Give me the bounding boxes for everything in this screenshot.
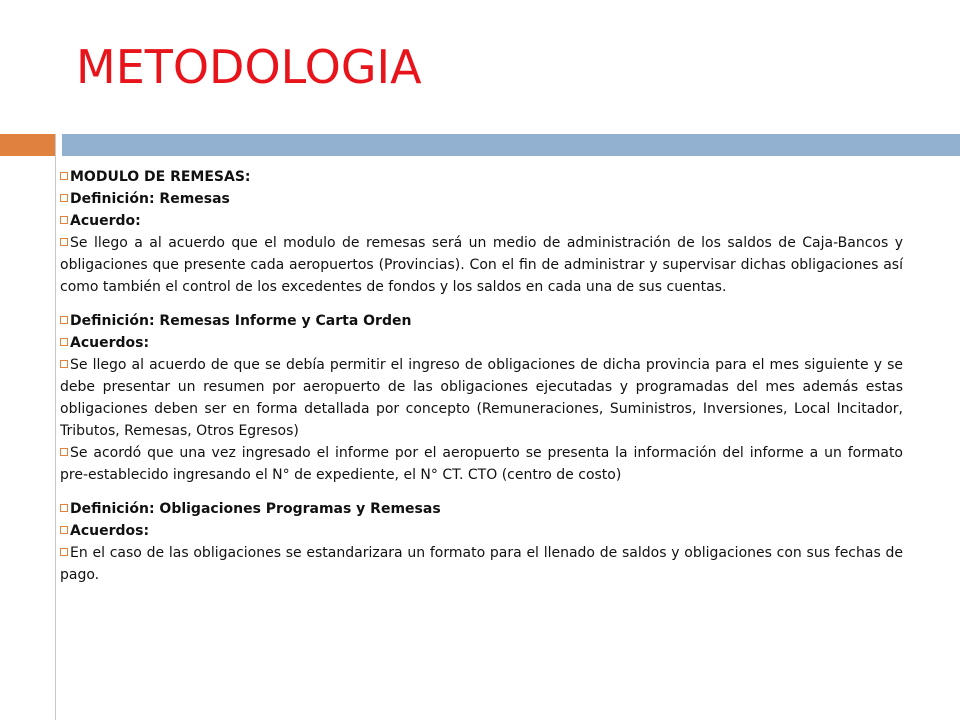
accent-bar-orange — [0, 134, 55, 156]
slide-title: METODOLOGIA — [76, 40, 422, 94]
list-item — [60, 166, 903, 188]
list-item — [60, 498, 903, 520]
list-item — [60, 210, 903, 232]
agreement-text: Se acordó que una vez ingresado el informe por el aeropuerto se presenta la información del informe a un formato pre-establecido ingresando el N° de expediente, el N° CT. CTO (centro de costo) — [60, 445, 903, 483]
square-bullet-icon — [60, 548, 68, 556]
square-bullet-icon — [60, 360, 68, 368]
list-item — [60, 188, 903, 210]
section-heading: MODULO DE REMESAS: — [70, 169, 251, 185]
list-item — [60, 354, 903, 442]
definition-label: Definición: Remesas — [70, 191, 230, 207]
list-item — [60, 520, 903, 542]
definition-label: Definición: Remesas Informe y Carta Orden — [70, 313, 412, 329]
square-bullet-icon — [60, 216, 68, 224]
square-bullet-icon — [60, 172, 68, 180]
square-bullet-icon — [60, 316, 68, 324]
square-bullet-icon — [60, 504, 68, 512]
agreement-label: Acuerdos: — [70, 335, 150, 351]
divider-line — [55, 134, 56, 720]
list-item — [60, 542, 903, 586]
agreement-label: Acuerdo: — [70, 213, 141, 229]
agreement-text: Se llego a al acuerdo que el modulo de remesas será un medio de administración de los saldos de Caja-Bancos y obligaciones que presente cada aeropuertos (Provincias). Con el fin de administrar y supervisar dichas obligaciones así como también el control de los excedentes de fondos y los saldos en cada una de sus cuentas. — [60, 235, 903, 295]
square-bullet-icon — [60, 194, 68, 202]
square-bullet-icon — [60, 338, 68, 346]
square-bullet-icon — [60, 448, 68, 456]
agreement-text: En el caso de las obligaciones se estandarizara un formato para el llenado de saldos y obligaciones con sus fechas de pago. — [60, 545, 903, 583]
list-item — [60, 442, 903, 486]
square-bullet-icon — [60, 238, 68, 246]
agreement-label: Acuerdos: — [70, 523, 150, 539]
definition-label: Definición: Obligaciones Programas y Remesas — [70, 501, 441, 517]
list-item — [60, 232, 903, 298]
accent-bar-blue — [62, 134, 960, 156]
agreement-text: Se llego al acuerdo de que se debía permitir el ingreso de obligaciones de dicha provincia para el mes siguiente y se debe presentar un resumen por aeropuerto de las obligaciones ejecutadas y programadas del mes además estas obligaciones deben ser en forma detallada por concepto (Remuneraciones, Suministros, Inversiones, Local Incitador, Tributos, Remesas, Otros Egresos) — [60, 357, 903, 439]
square-bullet-icon — [60, 526, 68, 534]
list-item — [60, 310, 903, 332]
slide-body — [60, 166, 903, 586]
list-item — [60, 332, 903, 354]
